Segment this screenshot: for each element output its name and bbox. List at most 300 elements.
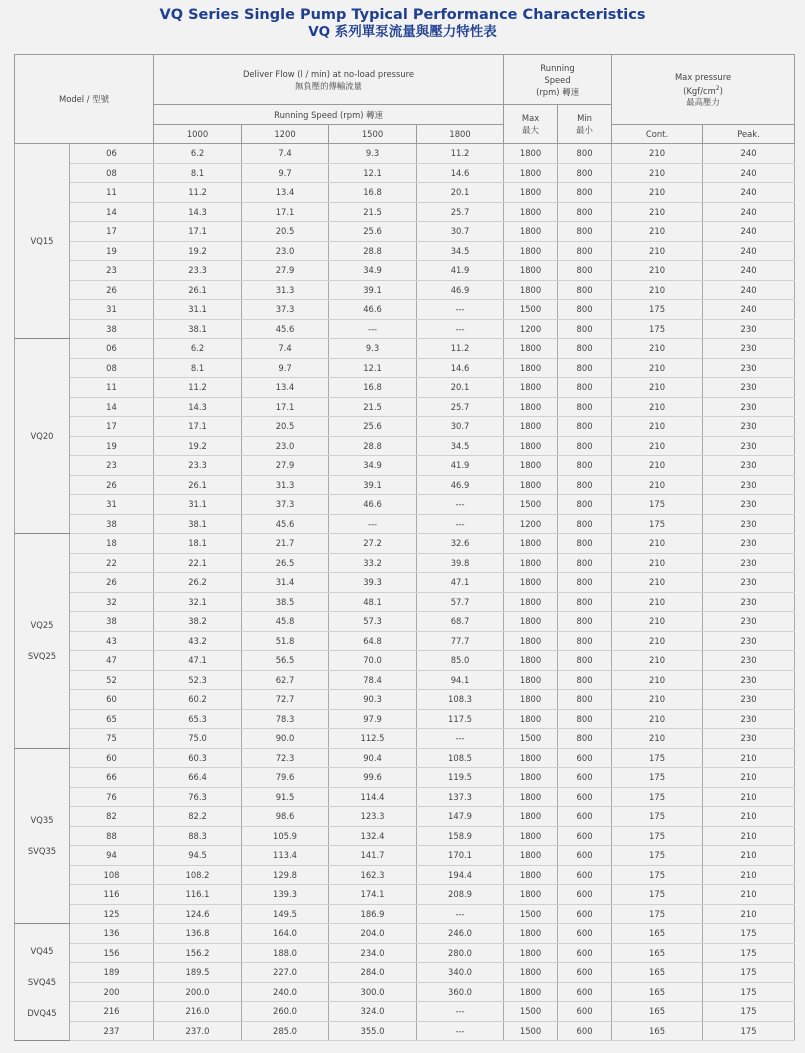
cell-size: 22 (70, 553, 154, 573)
model-group-cell (15, 534, 70, 749)
cell-flow-1200: 227.0 (242, 963, 329, 983)
cell-flow-1500: 21.5 (329, 397, 417, 417)
cell-pressure-cont: 210 (612, 280, 703, 300)
cell-flow-1800: 208.9 (417, 885, 504, 905)
cell-flow-1500: 16.8 (329, 378, 417, 398)
table-row (15, 202, 795, 222)
cell-flow-1800: 30.7 (417, 417, 504, 437)
model-name: VQ45 (30, 945, 54, 956)
cell-size: 14 (70, 397, 154, 417)
cell-flow-1500: 48.1 (329, 592, 417, 612)
cell-flow-1200: 45.6 (242, 514, 329, 534)
cell-pressure-peak: 230 (703, 534, 795, 554)
cell-flow-1500: --- (329, 319, 417, 339)
cell-pressure-cont: 210 (612, 612, 703, 632)
cell-flow-1500: 90.3 (329, 690, 417, 710)
cell-pressure-cont: 165 (612, 943, 703, 963)
cell-flow-1800: --- (417, 729, 504, 749)
cell-flow-1000: 17.1 (154, 222, 242, 242)
cell-speed-max: 1500 (504, 1021, 558, 1041)
cell-flow-1500: 39.1 (329, 280, 417, 300)
cell-size: 14 (70, 202, 154, 222)
cell-flow-1500: 46.6 (329, 495, 417, 515)
cell-flow-1500: 78.4 (329, 670, 417, 690)
cell-flow-1500: 21.5 (329, 202, 417, 222)
cell-flow-1500: 34.9 (329, 456, 417, 476)
cell-flow-1500: 174.1 (329, 885, 417, 905)
cell-flow-1500: 204.0 (329, 924, 417, 944)
cell-speed-min: 800 (558, 670, 612, 690)
table-row (15, 573, 795, 593)
cell-flow-1800: 194.4 (417, 865, 504, 885)
table-row (15, 300, 795, 320)
cell-speed-min: 800 (558, 202, 612, 222)
cell-size: 06 (70, 144, 154, 164)
table-row (15, 183, 795, 203)
table-row (15, 865, 795, 885)
table-row (15, 534, 795, 554)
header-maxp-unit-pre: (Kgf/cm (683, 85, 716, 96)
cell-flow-1500: 112.5 (329, 729, 417, 749)
cell-size: 31 (70, 495, 154, 515)
cell-flow-1200: 91.5 (242, 787, 329, 807)
cell-speed-max: 1800 (504, 397, 558, 417)
cell-speed-min: 600 (558, 924, 612, 944)
cell-pressure-peak: 240 (703, 183, 795, 203)
cell-speed-min: 600 (558, 1021, 612, 1041)
cell-flow-1800: 340.0 (417, 963, 504, 983)
cell-speed-max: 1800 (504, 183, 558, 203)
cell-flow-1500: 70.0 (329, 651, 417, 671)
title-english: VQ Series Single Pump Typical Performance Characteristics (159, 7, 646, 23)
model-name: DVQ45 (27, 1007, 57, 1018)
cell-flow-1000: 237.0 (154, 1021, 242, 1041)
cell-size: 76 (70, 787, 154, 807)
cell-pressure-peak: 230 (703, 378, 795, 398)
cell-flow-1000: 88.3 (154, 826, 242, 846)
table-row (15, 241, 795, 261)
cell-flow-1000: 108.2 (154, 865, 242, 885)
cell-pressure-peak: 230 (703, 397, 795, 417)
header-running-speed-sub: Running Speed (rpm) 轉速 (154, 105, 504, 125)
table-row (15, 885, 795, 905)
cell-size: 17 (70, 417, 154, 437)
cell-flow-1200: 72.3 (242, 748, 329, 768)
cell-size: 52 (70, 670, 154, 690)
model-group-cell (15, 144, 70, 339)
cell-pressure-peak: 175 (703, 982, 795, 1002)
table-header (15, 55, 795, 144)
cell-flow-1000: 189.5 (154, 963, 242, 983)
cell-pressure-cont: 210 (612, 651, 703, 671)
cell-flow-1000: 26.1 (154, 475, 242, 495)
cell-size: 156 (70, 943, 154, 963)
cell-flow-1800: 41.9 (417, 261, 504, 281)
table-row (15, 1021, 795, 1041)
cell-flow-1000: 31.1 (154, 495, 242, 515)
cell-flow-1500: 300.0 (329, 982, 417, 1002)
cell-flow-1200: 26.5 (242, 553, 329, 573)
cell-flow-1000: 94.5 (154, 846, 242, 866)
cell-speed-max: 1800 (504, 241, 558, 261)
cell-flow-1000: 6.2 (154, 144, 242, 164)
cell-pressure-peak: 230 (703, 436, 795, 456)
cell-speed-max: 1800 (504, 982, 558, 1002)
cell-flow-1200: 23.0 (242, 436, 329, 456)
cell-flow-1800: 77.7 (417, 631, 504, 651)
cell-flow-1500: 99.6 (329, 768, 417, 788)
header-maxp-zh: 最高壓力 (686, 97, 720, 108)
cell-flow-1800: 108.3 (417, 690, 504, 710)
cell-flow-1500: 90.4 (329, 748, 417, 768)
cell-flow-1200: 260.0 (242, 1002, 329, 1022)
cell-flow-1000: 26.1 (154, 280, 242, 300)
cell-pressure-cont: 175 (612, 885, 703, 905)
cell-speed-max: 1800 (504, 358, 558, 378)
cell-speed-max: 1800 (504, 436, 558, 456)
cell-flow-1800: 94.1 (417, 670, 504, 690)
cell-size: 94 (70, 846, 154, 866)
cell-flow-1000: 75.0 (154, 729, 242, 749)
cell-flow-1000: 52.3 (154, 670, 242, 690)
title-chinese: VQ 系列單泵流量與壓力特性表 (308, 24, 497, 40)
cell-pressure-cont: 210 (612, 397, 703, 417)
cell-flow-1000: 19.2 (154, 241, 242, 261)
cell-pressure-peak: 175 (703, 1002, 795, 1022)
cell-flow-1500: --- (329, 514, 417, 534)
cell-flow-1200: 17.1 (242, 202, 329, 222)
table-row (15, 495, 795, 515)
cell-speed-min: 800 (558, 339, 612, 359)
cell-size: 60 (70, 690, 154, 710)
table-row (15, 963, 795, 983)
model-name: SVQ35 (27, 845, 57, 856)
cell-flow-1000: 47.1 (154, 651, 242, 671)
cell-flow-1500: 9.3 (329, 144, 417, 164)
cell-flow-1000: 38.1 (154, 514, 242, 534)
cell-flow-1200: 139.3 (242, 885, 329, 905)
cell-flow-1800: 11.2 (417, 339, 504, 359)
cell-flow-1800: 68.7 (417, 612, 504, 632)
cell-speed-max: 1800 (504, 144, 558, 164)
cell-flow-1200: 37.3 (242, 300, 329, 320)
cell-size: 23 (70, 261, 154, 281)
cell-flow-1500: 324.0 (329, 1002, 417, 1022)
cell-flow-1000: 38.1 (154, 319, 242, 339)
cell-flow-1200: 78.3 (242, 709, 329, 729)
cell-speed-min: 800 (558, 358, 612, 378)
cell-pressure-cont: 210 (612, 358, 703, 378)
cell-speed-min: 600 (558, 885, 612, 905)
cell-pressure-peak: 230 (703, 456, 795, 476)
cell-size: 88 (70, 826, 154, 846)
header-running-speed (504, 55, 612, 105)
cell-flow-1000: 14.3 (154, 397, 242, 417)
cell-pressure-cont: 210 (612, 631, 703, 651)
cell-pressure-cont: 210 (612, 436, 703, 456)
cell-size: 23 (70, 456, 154, 476)
cell-flow-1000: 82.2 (154, 807, 242, 827)
cell-flow-1200: 31.4 (242, 573, 329, 593)
cell-size: 06 (70, 339, 154, 359)
cell-speed-min: 800 (558, 631, 612, 651)
cell-speed-max: 1800 (504, 592, 558, 612)
cell-pressure-cont: 175 (612, 865, 703, 885)
cell-flow-1200: 98.6 (242, 807, 329, 827)
cell-flow-1000: 23.3 (154, 261, 242, 281)
cell-flow-1800: 158.9 (417, 826, 504, 846)
cell-size: 116 (70, 885, 154, 905)
cell-flow-1800: 46.9 (417, 475, 504, 495)
cell-flow-1800: 20.1 (417, 378, 504, 398)
cell-flow-1500: 46.6 (329, 300, 417, 320)
header-max-pressure (612, 55, 795, 125)
cell-pressure-peak: 210 (703, 904, 795, 924)
cell-flow-1500: 12.1 (329, 358, 417, 378)
model-group-cell (15, 924, 70, 1041)
table-row (15, 690, 795, 710)
cell-pressure-cont: 210 (612, 709, 703, 729)
cell-size: 26 (70, 280, 154, 300)
cell-speed-max: 1500 (504, 300, 558, 320)
table-row (15, 261, 795, 281)
cell-flow-1200: 72.7 (242, 690, 329, 710)
cell-speed-min: 600 (558, 768, 612, 788)
cell-flow-1200: 20.5 (242, 222, 329, 242)
table-row (15, 592, 795, 612)
cell-pressure-peak: 240 (703, 222, 795, 242)
cell-flow-1200: 37.3 (242, 495, 329, 515)
header-deliver-flow-zh: 無負壓的傳輸流量 (295, 80, 363, 91)
cell-speed-max: 1800 (504, 748, 558, 768)
header-cont: Cont. (612, 125, 703, 144)
cell-flow-1800: 117.5 (417, 709, 504, 729)
cell-speed-min: 600 (558, 865, 612, 885)
cell-flow-1800: 34.5 (417, 436, 504, 456)
cell-pressure-peak: 230 (703, 339, 795, 359)
cell-speed-min: 600 (558, 826, 612, 846)
cell-flow-1200: 38.5 (242, 592, 329, 612)
header-model: Model / 型號 (15, 55, 154, 144)
header-running-l2: Speed (544, 74, 571, 85)
cell-pressure-cont: 210 (612, 202, 703, 222)
cell-size: 125 (70, 904, 154, 924)
page-title (0, 6, 805, 41)
cell-flow-1000: 19.2 (154, 436, 242, 456)
cell-pressure-peak: 230 (703, 612, 795, 632)
cell-flow-1200: 20.5 (242, 417, 329, 437)
header-speed-1500: 1500 (329, 125, 417, 144)
header-running-l1: Running (540, 62, 575, 73)
cell-pressure-cont: 210 (612, 690, 703, 710)
cell-pressure-peak: 230 (703, 729, 795, 749)
cell-pressure-peak: 240 (703, 202, 795, 222)
cell-flow-1500: 355.0 (329, 1021, 417, 1041)
cell-pressure-peak: 240 (703, 144, 795, 164)
cell-speed-max: 1800 (504, 475, 558, 495)
cell-size: 26 (70, 573, 154, 593)
cell-flow-1500: 162.3 (329, 865, 417, 885)
cell-size: 17 (70, 222, 154, 242)
table-row (15, 553, 795, 573)
cell-speed-max: 1800 (504, 865, 558, 885)
cell-speed-min: 600 (558, 943, 612, 963)
cell-pressure-peak: 210 (703, 807, 795, 827)
cell-flow-1200: 62.7 (242, 670, 329, 690)
model-name: VQ15 (30, 235, 54, 246)
cell-size: 47 (70, 651, 154, 671)
table-body (15, 144, 795, 1041)
cell-speed-max: 1800 (504, 456, 558, 476)
cell-flow-1000: 38.2 (154, 612, 242, 632)
cell-flow-1200: 45.8 (242, 612, 329, 632)
cell-speed-max: 1800 (504, 261, 558, 281)
cell-pressure-peak: 230 (703, 690, 795, 710)
cell-flow-1500: 34.9 (329, 261, 417, 281)
cell-flow-1000: 60.3 (154, 748, 242, 768)
cell-pressure-peak: 175 (703, 963, 795, 983)
cell-size: 237 (70, 1021, 154, 1041)
cell-pressure-cont: 175 (612, 514, 703, 534)
cell-flow-1000: 66.4 (154, 768, 242, 788)
cell-flow-1800: 11.2 (417, 144, 504, 164)
cell-pressure-cont: 210 (612, 222, 703, 242)
cell-flow-1200: 7.4 (242, 144, 329, 164)
cell-speed-max: 1800 (504, 222, 558, 242)
cell-flow-1000: 11.2 (154, 378, 242, 398)
cell-speed-min: 800 (558, 144, 612, 164)
cell-size: 38 (70, 514, 154, 534)
table-row (15, 826, 795, 846)
cell-speed-max: 1800 (504, 339, 558, 359)
model-name: VQ25 (30, 619, 54, 630)
cell-size: 18 (70, 534, 154, 554)
cell-pressure-cont: 165 (612, 963, 703, 983)
cell-speed-max: 1800 (504, 612, 558, 632)
cell-pressure-cont: 210 (612, 553, 703, 573)
cell-flow-1800: 119.5 (417, 768, 504, 788)
cell-flow-1500: 33.2 (329, 553, 417, 573)
cell-speed-max: 1800 (504, 846, 558, 866)
table-row (15, 397, 795, 417)
model-name: SVQ45 (27, 976, 57, 987)
cell-flow-1200: 240.0 (242, 982, 329, 1002)
cell-flow-1000: 60.2 (154, 690, 242, 710)
cell-flow-1800: 147.9 (417, 807, 504, 827)
cell-speed-max: 1800 (504, 417, 558, 437)
cell-speed-max: 1500 (504, 495, 558, 515)
table-row (15, 339, 795, 359)
cell-size: 19 (70, 241, 154, 261)
cell-speed-max: 1800 (504, 651, 558, 671)
table-row (15, 846, 795, 866)
cell-flow-1000: 17.1 (154, 417, 242, 437)
cell-flow-1500: 97.9 (329, 709, 417, 729)
cell-pressure-cont: 175 (612, 807, 703, 827)
cell-speed-min: 800 (558, 592, 612, 612)
cell-speed-max: 1800 (504, 709, 558, 729)
table-row (15, 436, 795, 456)
cell-pressure-cont: 175 (612, 300, 703, 320)
header-deliver-flow-en: Deliver Flow (l / min) at no-load pressure (242, 68, 415, 79)
table-row (15, 729, 795, 749)
cell-flow-1500: 114.4 (329, 787, 417, 807)
cell-flow-1000: 26.2 (154, 573, 242, 593)
cell-speed-max: 1800 (504, 826, 558, 846)
cell-flow-1800: 47.1 (417, 573, 504, 593)
cell-flow-1000: 124.6 (154, 904, 242, 924)
cell-flow-1800: 137.3 (417, 787, 504, 807)
cell-flow-1800: 280.0 (417, 943, 504, 963)
table-row (15, 358, 795, 378)
cell-flow-1500: 132.4 (329, 826, 417, 846)
cell-flow-1800: 39.8 (417, 553, 504, 573)
header-deliver-flow (154, 55, 504, 105)
cell-pressure-cont: 210 (612, 670, 703, 690)
cell-speed-min: 800 (558, 183, 612, 203)
cell-flow-1000: 23.3 (154, 456, 242, 476)
cell-speed-min: 800 (558, 222, 612, 242)
cell-speed-max: 1800 (504, 885, 558, 905)
cell-pressure-cont: 175 (612, 787, 703, 807)
table-row (15, 631, 795, 651)
cell-speed-min: 800 (558, 553, 612, 573)
cell-flow-1200: 27.9 (242, 261, 329, 281)
cell-pressure-peak: 230 (703, 514, 795, 534)
cell-pressure-cont: 210 (612, 417, 703, 437)
header-running-l3: (rpm) 轉速 (536, 86, 579, 97)
cell-flow-1800: 14.6 (417, 358, 504, 378)
cell-pressure-cont: 210 (612, 729, 703, 749)
model-name: VQ35 (30, 814, 54, 825)
cell-speed-min: 800 (558, 241, 612, 261)
cell-flow-1800: 246.0 (417, 924, 504, 944)
table-row (15, 982, 795, 1002)
cell-flow-1800: 30.7 (417, 222, 504, 242)
cell-speed-min: 600 (558, 807, 612, 827)
cell-pressure-peak: 210 (703, 885, 795, 905)
cell-pressure-cont: 175 (612, 768, 703, 788)
cell-flow-1200: 90.0 (242, 729, 329, 749)
cell-flow-1500: 39.1 (329, 475, 417, 495)
cell-flow-1500: 234.0 (329, 943, 417, 963)
table-row (15, 417, 795, 437)
cell-pressure-cont: 210 (612, 144, 703, 164)
cell-flow-1200: 7.4 (242, 339, 329, 359)
cell-speed-min: 600 (558, 846, 612, 866)
cell-pressure-cont: 175 (612, 826, 703, 846)
cell-flow-1000: 116.1 (154, 885, 242, 905)
cell-flow-1500: 57.3 (329, 612, 417, 632)
cell-speed-min: 800 (558, 475, 612, 495)
cell-flow-1500: 16.8 (329, 183, 417, 203)
cell-flow-1200: 27.9 (242, 456, 329, 476)
cell-pressure-cont: 165 (612, 1021, 703, 1041)
table-row (15, 943, 795, 963)
cell-pressure-cont: 210 (612, 339, 703, 359)
table-row (15, 280, 795, 300)
cell-speed-min: 600 (558, 1002, 612, 1022)
cell-speed-min: 800 (558, 573, 612, 593)
cell-size: 43 (70, 631, 154, 651)
header-maxp-en: Max pressure (674, 71, 732, 82)
cell-pressure-peak: 210 (703, 748, 795, 768)
header-min-en: Min (577, 113, 592, 123)
cell-pressure-cont: 210 (612, 241, 703, 261)
cell-flow-1200: 164.0 (242, 924, 329, 944)
cell-size: 26 (70, 475, 154, 495)
cell-size: 60 (70, 748, 154, 768)
